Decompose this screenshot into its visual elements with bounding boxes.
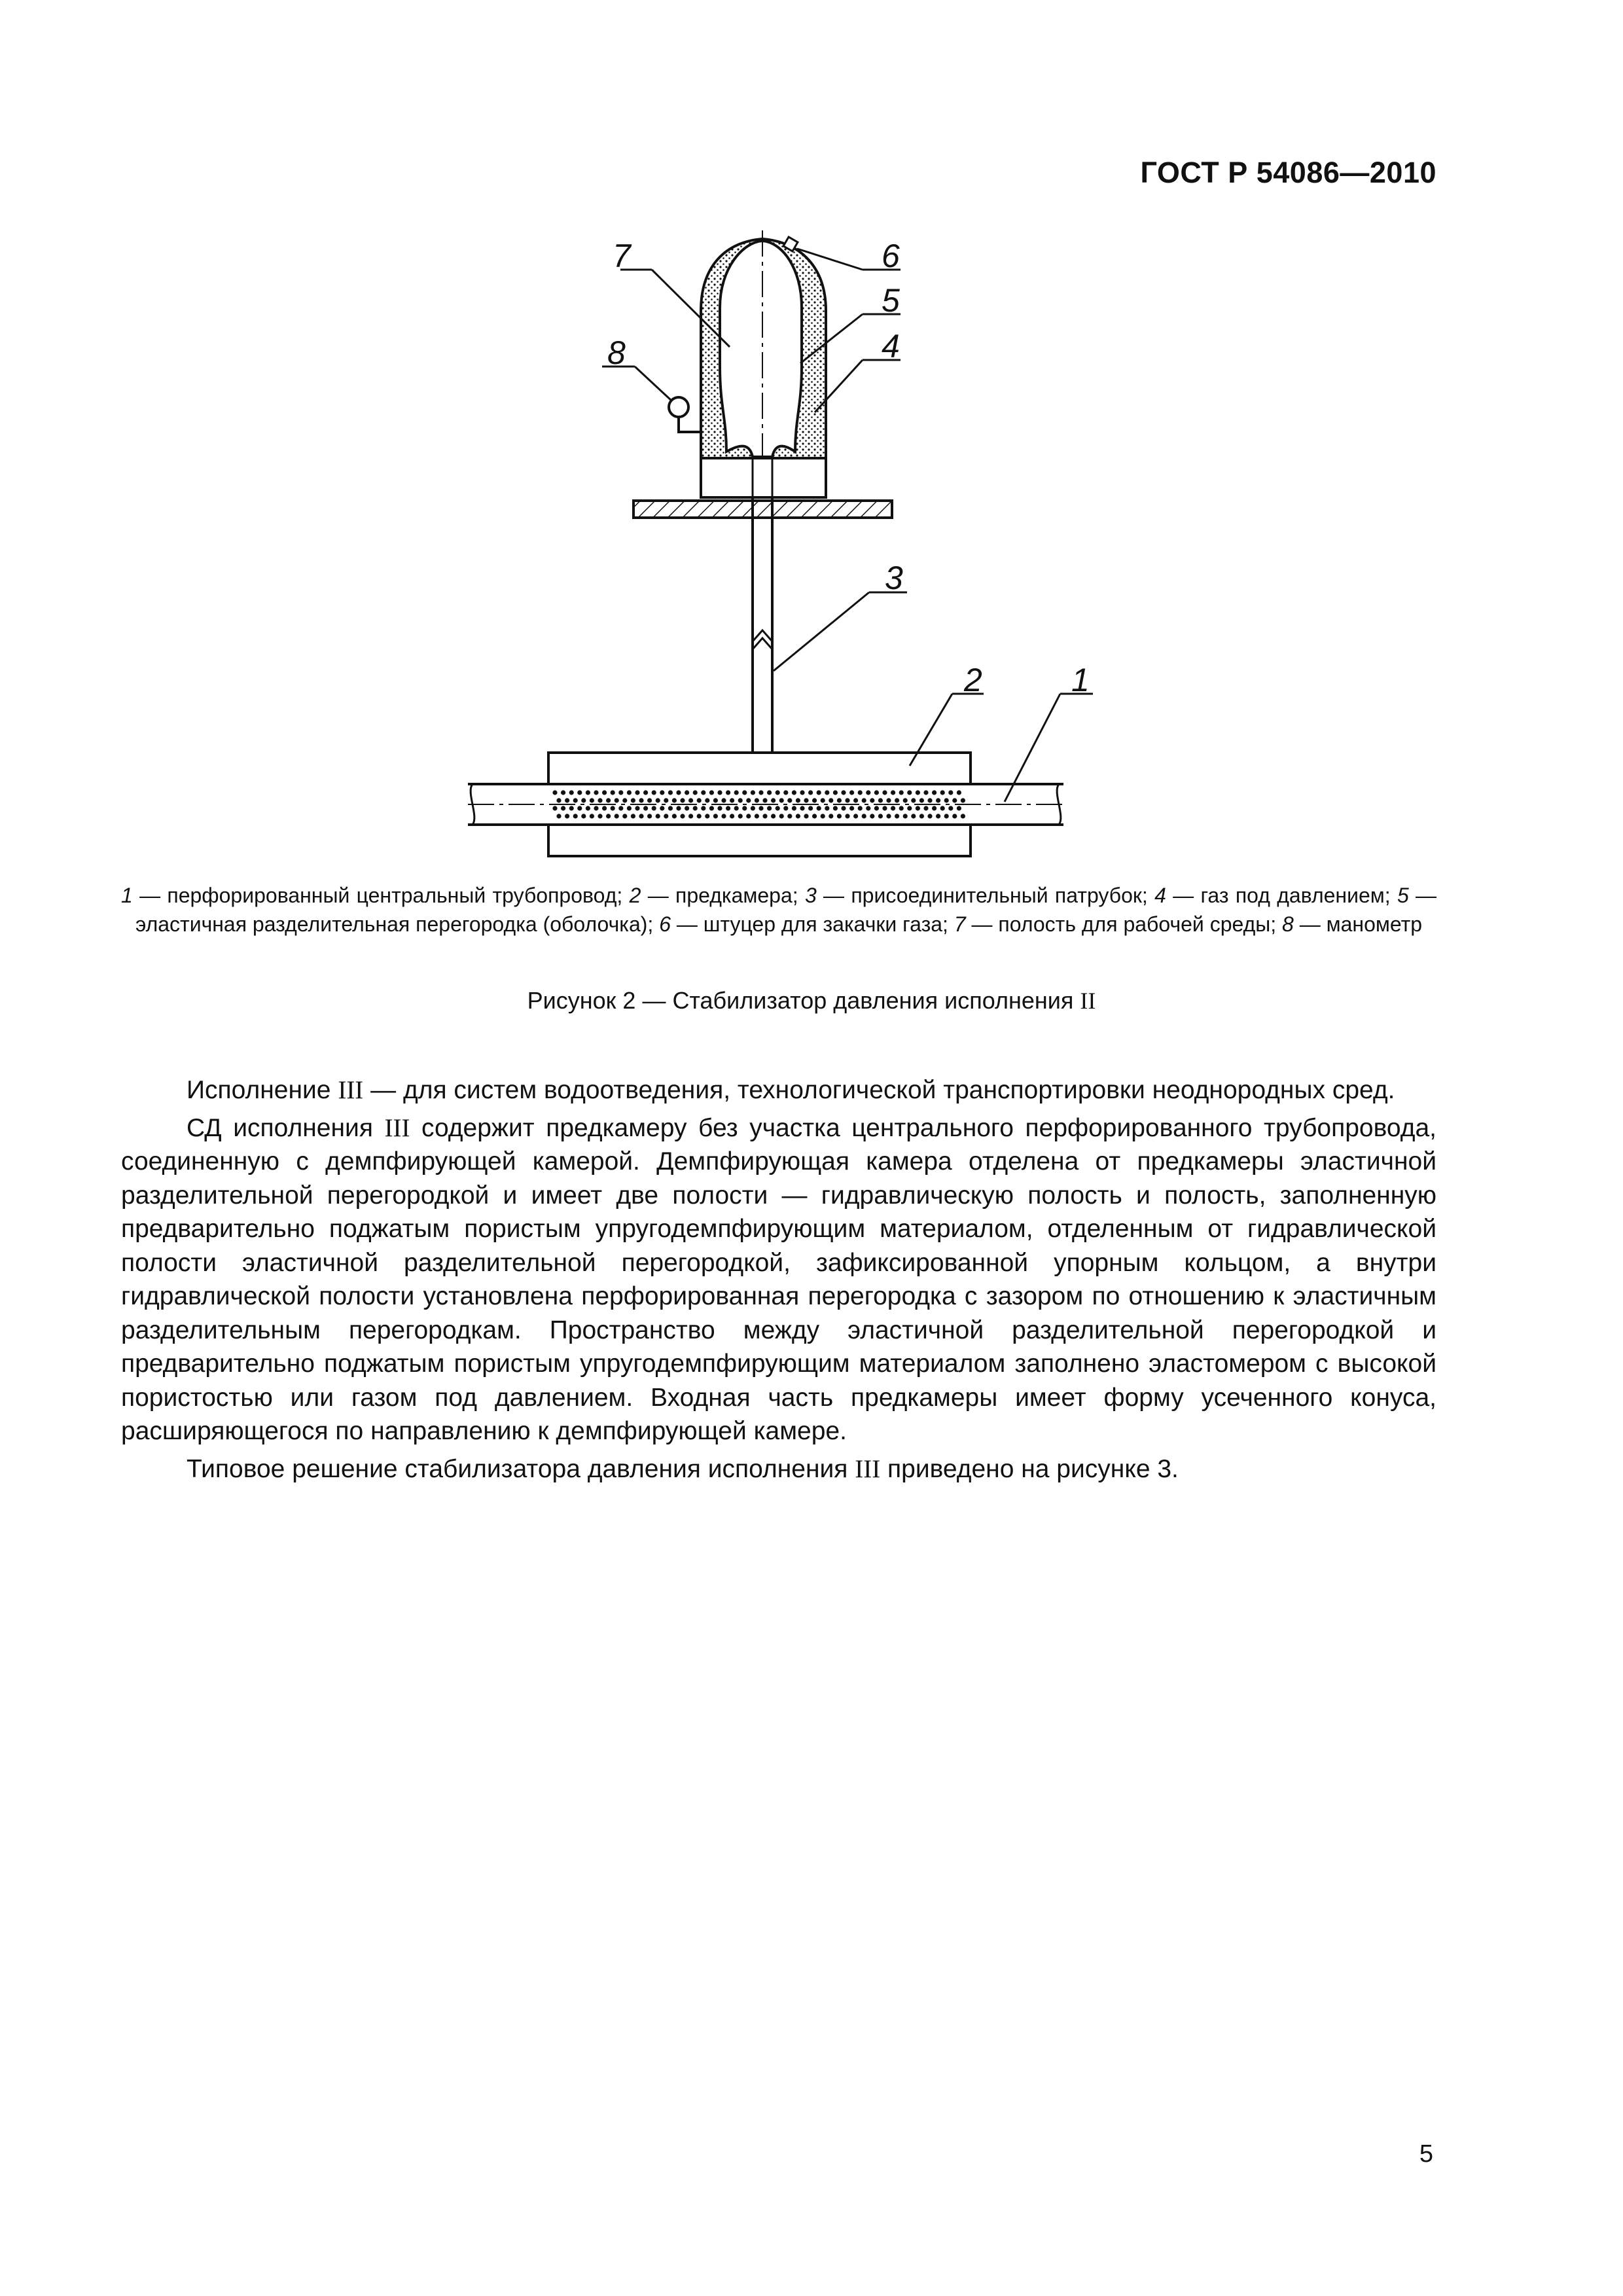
legend-num: 8	[1282, 912, 1294, 936]
perforation-hole	[940, 790, 945, 795]
perforation-hole	[767, 806, 772, 810]
perforation-hole	[660, 806, 664, 810]
perforation-hole	[948, 806, 953, 810]
perforation-hole	[845, 798, 849, 802]
label-4: 4	[882, 328, 900, 365]
label-1: 1	[1071, 662, 1090, 698]
perforation-hole	[627, 806, 632, 810]
perforation-hole	[833, 790, 838, 795]
perforation-hole	[841, 790, 846, 795]
legend-text: — присоединительный патрубок;	[816, 884, 1155, 907]
perforation-hole	[668, 790, 673, 795]
document-id: ГОСТ Р 54086—2010	[1140, 156, 1436, 189]
perforation-hole	[652, 806, 656, 810]
perforation-hole	[602, 790, 607, 795]
text: содержит предкамеру без участка центрального перфорированного трубопровода, соединенную с демпфирующей камерой. Демпфирующая камера отделена от предкамеры эластичной разделительной перегородкой и имеет две полости — гидравлическую полость и полость, заполненную предварительно поджатым пористым упругодемпфирующим материалом, отделенным от гидравлической полости эластичной разделительной перегородкой, зафиксированной упорным кольцом, а внутри гидравлической полости установлена перфорированная перегородка с зазором по отношению к эластичным разделительным перегородкам. Пространство между эластичной разделительной перегородкой и предварительно поджатым пористым упругодемпфирующим материалом заполнено эластомером с высокой пористостью или газом под давлением. Входная часть предкамеры имеет форму усеченного конуса, расширяющегося по направлению к демпфирующей камере.	[121, 1113, 1436, 1445]
perforation-hole	[738, 798, 743, 802]
perforation-hole	[556, 798, 561, 802]
perforation-hole	[680, 798, 685, 802]
perforation-hole	[779, 814, 784, 818]
perforation-hole	[837, 814, 842, 818]
perforation-hole	[656, 814, 660, 818]
perforation-hole	[927, 814, 932, 818]
perforation-hole	[936, 798, 940, 802]
perforation-hole	[866, 790, 870, 795]
perforation-hole	[829, 814, 833, 818]
perforation-hole	[615, 814, 619, 818]
perforation-hole	[668, 806, 673, 810]
perforation-hole	[862, 798, 866, 802]
perforation-hole	[561, 806, 565, 810]
perforation-hole	[783, 806, 788, 810]
legend-text: — предкамера;	[641, 884, 805, 907]
perforation-hole	[709, 806, 714, 810]
perforation-hole	[903, 798, 908, 802]
perforation-hole	[849, 806, 854, 810]
legend-text: — манометр	[1293, 912, 1423, 936]
perforation-hole	[639, 814, 643, 818]
perforation-hole	[878, 798, 883, 802]
perforation-hole	[870, 798, 874, 802]
perforation-hole	[643, 790, 648, 795]
perforation-hole	[804, 798, 808, 802]
perforation-hole	[631, 798, 635, 802]
perforation-hole	[758, 806, 763, 810]
perforation-hole	[586, 806, 590, 810]
roman-numeral: III	[855, 1454, 881, 1483]
perforation-hole	[776, 806, 780, 810]
perforation-hole	[771, 814, 776, 818]
perforation-hole	[853, 798, 858, 802]
perforation-hole	[767, 790, 772, 795]
perforation-hole	[821, 814, 825, 818]
page-number: 5	[1419, 2140, 1433, 2168]
perforation-hole	[730, 798, 734, 802]
perforation-hole	[886, 814, 891, 818]
perforation-hole	[618, 790, 623, 795]
perforation-hole	[738, 814, 743, 818]
perforation-hole	[688, 814, 693, 818]
perforation-hole	[618, 806, 623, 810]
perforation-hole	[581, 798, 586, 802]
perforation-hole	[874, 790, 879, 795]
perforation-hole	[631, 814, 635, 818]
perforation-hole	[825, 790, 829, 795]
perforation-hole	[717, 806, 722, 810]
perforation-hole	[849, 790, 854, 795]
text: Исполнение	[187, 1076, 338, 1104]
perforation-hole	[944, 798, 949, 802]
perforation-hole	[573, 814, 578, 818]
perforation-hole	[862, 814, 866, 818]
perforation-hole	[961, 798, 965, 802]
caption-roman: II	[1080, 988, 1096, 1014]
perforation-hole	[751, 790, 755, 795]
perforation-hole	[627, 790, 632, 795]
perforation-hole	[845, 814, 849, 818]
perforation-hole	[672, 798, 677, 802]
perforation-hole	[783, 790, 788, 795]
perforation-hole	[685, 790, 689, 795]
perforation-hole	[932, 806, 936, 810]
perforation-hole	[936, 814, 940, 818]
perforation-hole	[656, 798, 660, 802]
perforation-hole	[911, 814, 916, 818]
perforation-hole	[697, 814, 702, 818]
label-7: 7	[613, 238, 631, 274]
text: приведено на рисунке 3.	[880, 1454, 1179, 1483]
perforation-hole	[697, 798, 702, 802]
perforation-hole	[762, 814, 767, 818]
perforation-hole	[808, 790, 813, 795]
perforation-hole	[755, 798, 759, 802]
perforation-hole	[903, 814, 908, 818]
perforation-hole	[660, 790, 664, 795]
perforation-hole	[891, 806, 895, 810]
perforation-hole	[569, 790, 574, 795]
perforation-hole	[804, 814, 808, 818]
perforation-hole	[639, 798, 643, 802]
perforation-hole	[858, 790, 863, 795]
perforation-hole	[776, 790, 780, 795]
perforation-hole	[927, 798, 932, 802]
perforation-hole	[693, 790, 698, 795]
perforation-hole	[565, 798, 569, 802]
perforation-hole	[812, 814, 817, 818]
legend-text: — штуцер для закачки газа;	[670, 912, 954, 936]
perforation-hole	[717, 790, 722, 795]
perforation-hole	[721, 798, 726, 802]
perforation-hole	[895, 814, 899, 818]
perforation-hole	[919, 798, 924, 802]
perforation-hole	[755, 814, 759, 818]
perforation-hole	[916, 790, 920, 795]
perforation-hole	[565, 814, 569, 818]
legend-text: — полость для рабочей среды;	[965, 912, 1283, 936]
perforation-hole	[882, 806, 887, 810]
perforation-hole	[602, 806, 607, 810]
perforation-hole	[606, 814, 611, 818]
perforation-hole	[762, 798, 767, 802]
perforation-hole	[672, 814, 677, 818]
perforation-hole	[787, 814, 792, 818]
perforation-hole	[590, 814, 594, 818]
perforation-hole	[552, 806, 557, 810]
perforation-hole	[800, 806, 804, 810]
perforation-hole	[693, 806, 698, 810]
perforation-hole	[792, 790, 796, 795]
perforation-hole	[796, 798, 800, 802]
perforation-hole	[821, 798, 825, 802]
perforation-hole	[701, 790, 705, 795]
label-6: 6	[882, 238, 900, 274]
text: Типовое решение стабилизатора давления исполнения	[187, 1454, 855, 1483]
perforation-hole	[611, 806, 615, 810]
perforation-hole	[664, 798, 668, 802]
perforation-hole	[746, 798, 751, 802]
perforation-hole	[597, 798, 602, 802]
perforation-hole	[664, 814, 668, 818]
elastic-membrane	[720, 241, 802, 457]
perforation-hole	[577, 806, 582, 810]
legend-num: 6	[659, 912, 671, 936]
perforation-hole	[647, 798, 652, 802]
perforation-hole	[923, 806, 928, 810]
perforation-hole	[635, 806, 639, 810]
perforation-hole	[622, 798, 627, 802]
perforation-hole	[858, 806, 863, 810]
perforation-hole	[817, 806, 821, 810]
perforation-hole	[787, 798, 792, 802]
legend-text: — эластичная разделительная перегородка (оболочка);	[135, 884, 1437, 936]
figure-caption	[0, 987, 1623, 1014]
perforation-hole	[837, 798, 842, 802]
perforation-hole	[916, 806, 920, 810]
legend-num: 4	[1154, 884, 1166, 907]
perforation-hole	[771, 798, 776, 802]
perforation-hole	[895, 798, 899, 802]
perforation-hole	[899, 806, 904, 810]
perforation-hole	[556, 814, 561, 818]
text: СД исполнения	[187, 1113, 385, 1142]
perforation-hole	[800, 790, 804, 795]
perforation-hole	[552, 790, 557, 795]
perforation-hole	[721, 814, 726, 818]
perforation-hole	[944, 814, 949, 818]
perforation-hole	[647, 814, 652, 818]
perforation-hole	[709, 790, 714, 795]
caption-text: Рисунок 2 — Стабилизатор давления исполнения	[527, 987, 1080, 1014]
paragraph-1	[121, 1073, 1436, 1107]
perforation-hole	[957, 806, 961, 810]
perforation-hole	[841, 806, 846, 810]
perforation-hole	[932, 790, 936, 795]
perforation-hole	[635, 790, 639, 795]
perforation-hole	[590, 798, 594, 802]
perforation-hole	[870, 814, 874, 818]
paragraph-2	[121, 1111, 1436, 1448]
perforation-hole	[911, 798, 916, 802]
perforation-hole	[891, 790, 895, 795]
perforation-hole	[886, 798, 891, 802]
label-3: 3	[885, 560, 903, 596]
perforation-hole	[866, 806, 870, 810]
perforation-hole	[919, 814, 924, 818]
perforation-hole	[701, 806, 705, 810]
perforation-hole	[611, 790, 615, 795]
perforation-hole	[940, 806, 945, 810]
perforation-hole	[952, 798, 957, 802]
perforation-hole	[734, 790, 739, 795]
perforation-hole	[730, 814, 734, 818]
perforation-hole	[907, 806, 912, 810]
perforation-hole	[833, 806, 838, 810]
perforation-hole	[577, 790, 582, 795]
legend-text: — перфорированный центральный трубопровод;	[132, 884, 630, 907]
perforation-hole	[685, 806, 689, 810]
perforation-hole	[792, 806, 796, 810]
perforation-hole	[561, 790, 565, 795]
perforation-hole	[569, 806, 574, 810]
perforation-hole	[742, 790, 747, 795]
perforation-hole	[676, 806, 681, 810]
perforation-hole	[952, 814, 957, 818]
figure-2-drawing	[0, 0, 1623, 1021]
roman-numeral: III	[384, 1113, 410, 1142]
perforation-hole	[713, 798, 718, 802]
perforation-hole	[586, 790, 590, 795]
perforation-hole	[742, 806, 747, 810]
perforation-hole	[581, 814, 586, 818]
perforation-hole	[808, 806, 813, 810]
perforation-hole	[573, 798, 578, 802]
perforation-hole	[594, 806, 598, 810]
perforation-hole	[825, 806, 829, 810]
figure-legend	[121, 881, 1436, 939]
legend-num: 2	[629, 884, 641, 907]
perforation-hole	[796, 814, 800, 818]
perforation-hole	[853, 814, 858, 818]
perforation-hole	[606, 798, 611, 802]
label-5: 5	[882, 282, 900, 319]
perforation-hole	[878, 814, 883, 818]
perforation-hole	[622, 814, 627, 818]
legend-text: — газ под давлением;	[1166, 884, 1397, 907]
perforation-hole	[726, 790, 730, 795]
perforation-hole	[680, 814, 685, 818]
body-text	[121, 1073, 1436, 1486]
perforation-hole	[615, 798, 619, 802]
perforation-hole	[751, 806, 755, 810]
perforation-hole	[899, 790, 904, 795]
perforation-hole	[829, 798, 833, 802]
perforation-hole	[676, 790, 681, 795]
perforation-hole	[705, 814, 709, 818]
perforation-hole	[726, 806, 730, 810]
perforation-hole	[746, 814, 751, 818]
perforation-hole	[652, 790, 656, 795]
text: — для систем водоотведения, технологической транспортировки неоднородных сред.	[363, 1076, 1395, 1104]
perforation-hole	[594, 790, 598, 795]
legend-num: 5	[1397, 884, 1409, 907]
perforation-hole	[597, 814, 602, 818]
legend-num: 7	[954, 912, 966, 936]
perforation-hole	[817, 790, 821, 795]
label-8: 8	[607, 334, 626, 371]
perforation-hole	[713, 814, 718, 818]
perforation-hole	[874, 806, 879, 810]
perforation-hole	[643, 806, 648, 810]
perforation-hole	[779, 798, 784, 802]
perforation-hole	[734, 806, 739, 810]
perforation-hole	[961, 814, 965, 818]
perforation-hole	[705, 798, 709, 802]
paragraph-3	[121, 1452, 1436, 1486]
roman-numeral: III	[338, 1076, 364, 1104]
legend-num: 1	[121, 884, 133, 907]
perforation-hole	[948, 790, 953, 795]
perforation-hole	[882, 790, 887, 795]
perforation-hole	[907, 790, 912, 795]
perforation-hole	[758, 790, 763, 795]
perforation-hole	[812, 798, 817, 802]
label-2: 2	[964, 662, 982, 698]
legend-num: 3	[804, 884, 817, 907]
perforation-hole	[923, 790, 928, 795]
perforation-hole	[957, 790, 961, 795]
perforation-hole	[688, 798, 693, 802]
